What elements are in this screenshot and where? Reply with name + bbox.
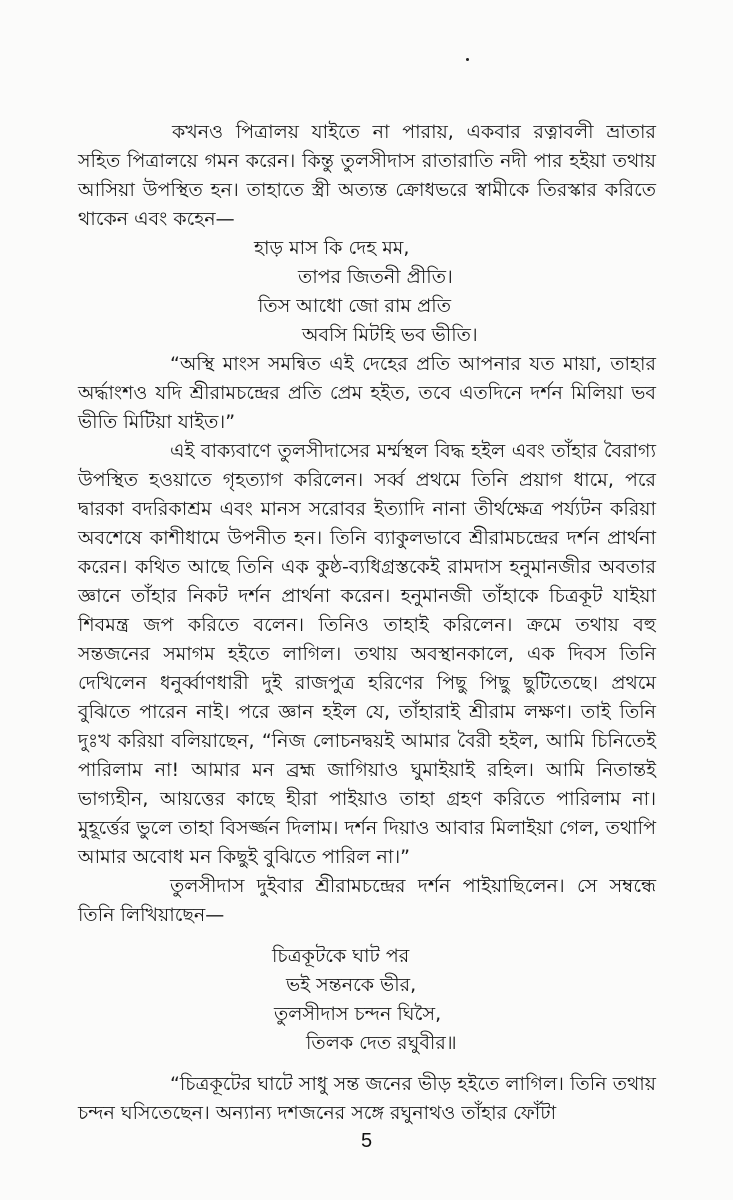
paragraph-5: “চিত্রকূটের ঘাটে সাধু সন্ত জনের ভীড় হইতে লাগিল। তিনি তথায় চন্দন ঘসিতেছেন। অন্যান্য দশজনের সঙ্গে রঘুনাথও তাঁহার ফোঁটা bbox=[78, 1073, 656, 1124]
verse-2 bbox=[78, 942, 656, 1058]
verse-1 bbox=[78, 234, 656, 350]
verse-1-line-2: তাপর জিতনী প্রীতি। bbox=[298, 266, 453, 288]
page-number: 5 bbox=[360, 1130, 373, 1152]
verse-1-line-3: তিস আধো জো রাম প্রতি bbox=[258, 295, 451, 317]
verse-1-line-1: হাড় মাস কি দেহ মম, bbox=[254, 237, 410, 259]
paragraph-1: কখনও পিত্রালয় যাইতে না পারায়, একবার রত্নাবলী ভ্রাতার সহিত পিত্রালয়ে গমন করেন। কিন্তু তুলসীদাস রাতারাতি নদী পার হইয়া তথায় আসিয়া উপস্থিত হন। তাহাতে স্ত্রী অত্যন্ত ক্রোধভরে স্বামীকে তিরস্কার করিতে থাকেন এবং কহেন— bbox=[78, 121, 656, 230]
paragraph-4: তুলসীদাস দুইবার শ্রীরামচন্দ্রের দর্শন পাইয়াছিলেন। সে সম্বন্ধে তিনি লিখিয়াছেন— bbox=[78, 875, 656, 926]
verse-2-line-1: চিত্রকূটকে ঘাট পর bbox=[272, 945, 410, 967]
verse-1-line-4: অবসি মিটহি ভব ভীতি। bbox=[302, 324, 478, 346]
body-text bbox=[78, 118, 656, 1128]
paragraph-2: “অস্থি মাংস সমন্বিত এই দেহের প্রতি আপনার যত মায়া, তাহার অর্দ্ধাংশও যদি শ্রীরামচন্দ্রের প্রতি প্রেম হইত, তবে এতদিনে দর্শন মিলিয়া ভব ভীতি মিটিয়া যাইত।” bbox=[78, 353, 656, 433]
verse-2-line-3: তুলসীদাস চন্দন ঘিসৈ, bbox=[274, 1003, 442, 1025]
verse-2-line-4: তিলক দেত রঘুবীর॥ bbox=[306, 1032, 457, 1054]
ink-speck bbox=[466, 58, 469, 61]
verse-2-line-2: ভই সন্তনকে ভীর, bbox=[286, 974, 417, 996]
paragraph-3: এই বাক্যবাণে তুলসীদাসের মর্ম্মস্থল বিদ্ধ হইল এবং তাঁহার বৈরাগ্য উপস্থিত হওয়াতে গৃহত্যাগ করিলেন। সর্ব্ব প্রথমে তিনি প্রয়াগ ধামে, পরে দ্বারকা বদরিকাশ্রম এবং মানস সরোবর ইত্যাদি নানা তীর্থক্ষেত্র পর্য্যটন করিয়া অবশেষে কাশীধামে উপনীত হন। তিনি ব্যাকুলভাবে শ্রীরামচন্দ্রের দর্শন প্রার্থনা করেন। কথিত আছে তিনি এক কুষ্ঠ-ব্যধিগ্রস্তকেই রামদাস হনুমানজীর অবতার জ্ঞানে তাঁহার নিকট দর্শন প্রার্থনা করেন। হনুমানজী তাঁহাকে চিত্রকূট যাইয়া শিবমন্ত্র জপ করিতে বলেন। তিনিও তাহাই করিলেন। ক্রমে তথায় বহু সন্তজনের সমাগম হইতে লাগিল। তথায় অবস্থানকালে, এক দিবস তিনি দেখিলেন ধনুর্ব্বাণধারী দুই রাজপুত্র হরিণের পিছু পিছু ছুটিতেছে। প্রথমে বুঝিতে পারেন নাই। পরে জ্ঞান হইল যে, তাঁহারাই শ্রীরাম লক্ষণ। তাই তিনি দুঃখ করিয়া বলিয়াছেন, “নিজ লোচনদ্বয়ই আমার বৈরী হইল, আমি চিনিতেই পারিলাম না! আমার মন ব্রহ্ম জাগিয়াও ঘুমাইয়াই রহিল। আমি নিতান্তই ভাগ্যহীন, আয়ত্তের কাছে হীরা পাইয়াও তাহা গ্রহণ করিতে পারিলাম না। মুহূর্ত্তের ভুলে তাহা বিসর্জ্জন দিলাম। দর্শন দিয়াও আবার মিলাইয়া গেল, তথাপি আমার অবোধ মন কিছুই বুঝিতে পারিল না।” bbox=[78, 440, 656, 868]
